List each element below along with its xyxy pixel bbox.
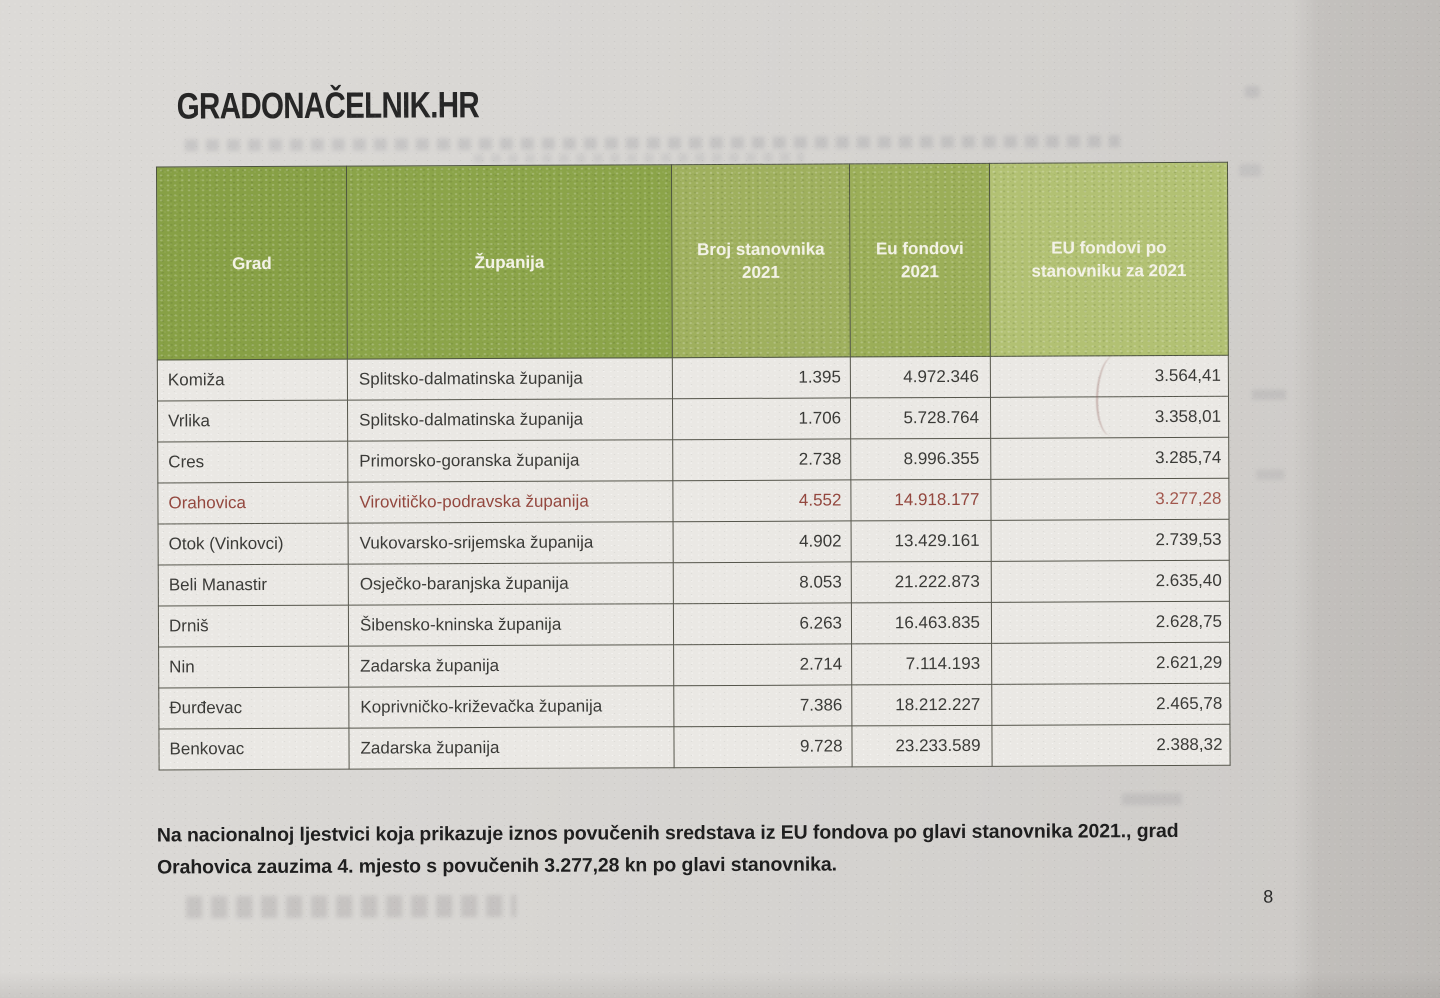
bleed-through-artifact: [186, 895, 516, 918]
cell-grad: Đurđevac: [159, 687, 349, 729]
cell-grad: Benkovac: [159, 728, 349, 770]
cell-po-stanovniku: 3.285,74: [991, 437, 1229, 479]
site-logo: GRADONAČELNIK.HR: [176, 85, 480, 127]
column-header-broj-stanovnika: Broj stanovnika 2021: [671, 164, 850, 358]
column-header-grad: Grad: [156, 166, 347, 360]
table-row: [158, 601, 1229, 647]
bleed-through-artifact: [1239, 164, 1261, 177]
table-row: [158, 560, 1229, 606]
table-row: [159, 724, 1230, 770]
cell-zupanija: Splitsko-dalmatinska županija: [347, 358, 672, 400]
bleed-through-artifact: [1252, 390, 1286, 400]
cell-stanovnika: 8.053: [673, 562, 851, 604]
table-header: [156, 162, 1228, 360]
cell-stanovnika: 2.714: [674, 644, 852, 686]
cell-zupanija: Virovitičko-podravska županija: [348, 481, 673, 523]
cell-stanovnika: 1.395: [672, 357, 850, 399]
table-row: [158, 437, 1229, 483]
bleed-through-artifact: [1245, 86, 1260, 98]
cell-stanovnika: 4.552: [673, 480, 851, 522]
bleed-through-artifact: [1122, 793, 1182, 805]
cell-stanovnika: 4.902: [673, 521, 851, 563]
cell-zupanija: Šibensko-kninska županija: [348, 604, 673, 646]
cell-po-stanovniku: 2.635,40: [991, 560, 1229, 602]
cell-fondovi: 13.429.161: [851, 520, 991, 562]
cell-po-stanovniku: 2.628,75: [991, 601, 1229, 643]
cell-grad: Cres: [158, 441, 348, 483]
bleed-through-artifact: [185, 135, 1120, 151]
cell-zupanija: Vukovarsko-srijemska županija: [348, 522, 673, 564]
cell-grad: Beli Manastir: [158, 564, 348, 606]
cell-stanovnika: 6.263: [673, 603, 851, 645]
cell-zupanija: Splitsko-dalmatinska županija: [348, 399, 673, 441]
cell-stanovnika: 1.706: [672, 398, 850, 440]
column-header-eu-fondovi-po-stanovniku: EU fondovi po stanovniku za 2021: [989, 162, 1228, 356]
cell-fondovi: 8.996.355: [851, 438, 991, 480]
table-row: [159, 683, 1230, 729]
cell-fondovi: 16.463.835: [851, 602, 991, 644]
table-row: [157, 355, 1228, 401]
cell-grad: Vrlika: [158, 400, 348, 442]
cell-po-stanovniku: 3.358,01: [990, 396, 1228, 438]
cell-fondovi: 7.114.193: [852, 643, 992, 685]
cell-fondovi: 4.972.346: [850, 356, 990, 398]
column-header-eu-fondovi: Eu fondovi 2021: [849, 163, 990, 357]
cell-po-stanovniku: 2.621,29: [992, 642, 1230, 684]
cell-zupanija: Koprivničko-križevačka županija: [349, 686, 674, 728]
cell-po-stanovniku: 2.739,53: [991, 519, 1229, 561]
cell-fondovi: 18.212.227: [852, 684, 992, 726]
table-row: [158, 396, 1229, 442]
cell-po-stanovniku: 2.465,78: [992, 683, 1230, 725]
cell-fondovi: 14.918.177: [851, 479, 991, 521]
cell-stanovnika: 9.728: [674, 726, 852, 768]
table-row: [159, 642, 1230, 688]
cell-stanovnika: 7.386: [674, 685, 852, 727]
cell-zupanija: Osječko-baranjska županija: [348, 563, 673, 605]
cell-grad: Drniš: [158, 605, 348, 647]
page-number: 8: [1263, 886, 1274, 907]
cell-fondovi: 5.728.764: [850, 397, 990, 439]
cell-fondovi: 21.222.873: [851, 561, 991, 603]
cell-grad: Nin: [159, 646, 349, 688]
cell-po-stanovniku: 3.564,41: [990, 355, 1228, 397]
cell-grad: Komiža: [157, 359, 347, 401]
summary-line-2: Orahovica zauzima 4. mjesto s povučenih 3.277,28 kn po glavi stanovnika.: [156, 853, 837, 879]
cell-zupanija: Primorsko-goranska županija: [348, 440, 673, 482]
cell-zupanija: Zadarska županija: [349, 727, 674, 769]
cell-grad: Otok (Vinkovci): [158, 523, 348, 565]
cell-po-stanovniku: 2.388,32: [992, 724, 1230, 766]
cell-stanovnika: 2.738: [673, 439, 851, 481]
summary-paragraph: [157, 815, 1287, 884]
cell-po-stanovniku: 3.277,28: [991, 478, 1229, 520]
column-header-zupanija: Županija: [346, 165, 672, 359]
cell-grad: Orahovica: [158, 482, 348, 524]
bleed-through-artifact: [474, 153, 804, 163]
cell-zupanija: Zadarska županija: [349, 645, 674, 687]
cell-fondovi: 23.233.589: [852, 725, 992, 767]
summary-line-1: Na nacionalnoj ljestvici koja prikazuje iznos povučenih sredstava iz EU fondova po glavi stanovnika 2021., grad: [156, 820, 1179, 847]
bleed-through-artifact: [1256, 470, 1284, 480]
table-row-highlighted: [158, 478, 1229, 524]
table-row: [158, 519, 1229, 565]
eu-funds-table: [156, 162, 1231, 771]
